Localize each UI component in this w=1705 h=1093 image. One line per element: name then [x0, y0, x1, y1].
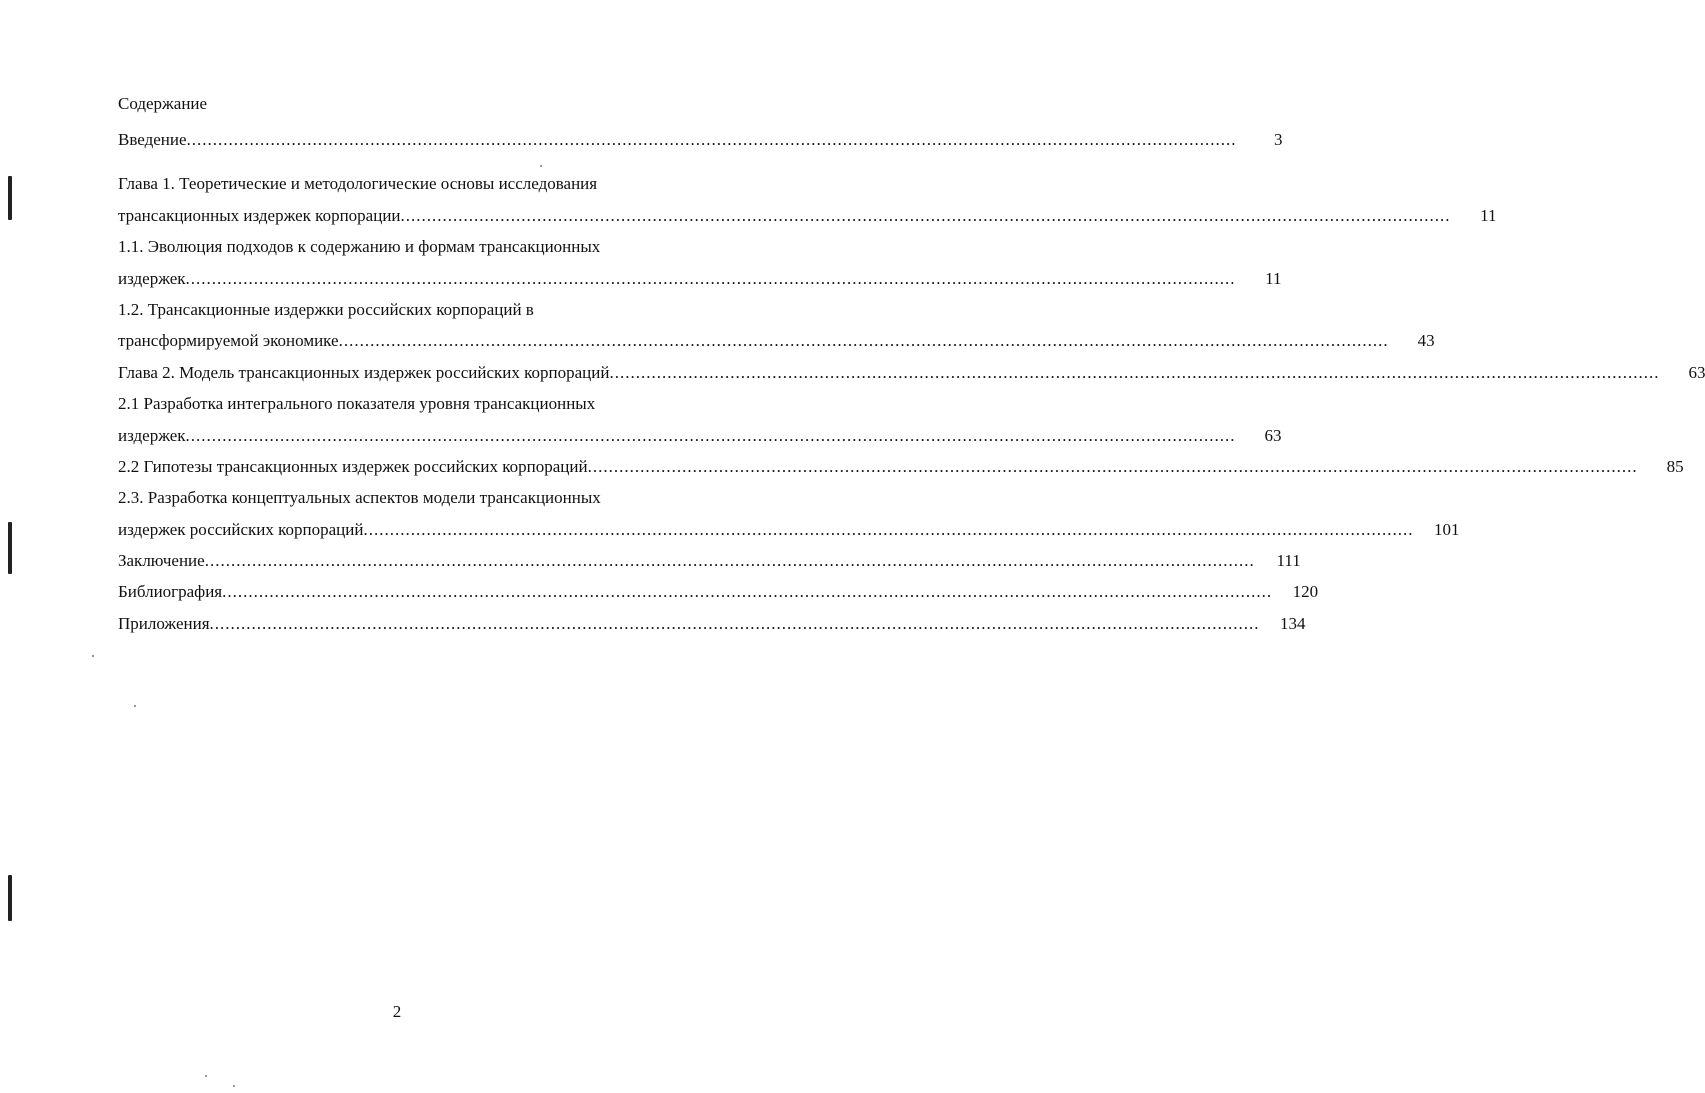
table-of-contents	[118, 124, 1705, 639]
toc-line	[118, 545, 1301, 576]
toc-entry[interactable]	[118, 388, 1282, 451]
toc-line	[118, 608, 1306, 639]
toc-line	[118, 325, 1435, 356]
toc-line	[118, 294, 750, 325]
toc-dot-leader: ........................................................................................................................................................................................................	[363, 519, 1414, 539]
toc-line	[118, 124, 1283, 155]
toc-entry[interactable]	[118, 168, 1497, 231]
toc-line	[118, 514, 1460, 545]
toc-entry-text: 2.1 Разработка интегрального показателя уровня трансакционных	[118, 394, 596, 414]
toc-page-number: 11	[1265, 268, 1282, 288]
toc-line	[118, 388, 750, 419]
toc-entry-text: трансформируемой экономике	[118, 331, 339, 351]
toc-page-number: 11	[1480, 205, 1497, 225]
toc-entry-text: Введение	[118, 130, 187, 149]
toc-dot-leader: ........................................................................................................................................................................................................	[609, 362, 1660, 382]
toc-entry-text: 1.1. Эволюция подходов к содержанию и формам трансакционных	[118, 237, 601, 257]
toc-entry[interactable]	[118, 608, 1306, 639]
toc-page-number: 85	[1666, 456, 1684, 476]
toc-dot-leader: ........................................................................................................................................................................................................	[222, 582, 1273, 602]
toc-line	[118, 482, 750, 513]
toc-dot-leader: ........................................................................................................................................................................................................	[587, 456, 1638, 476]
toc-title: Содержание	[118, 94, 208, 113]
toc-line	[118, 357, 1705, 388]
scan-speck	[92, 655, 94, 657]
toc-entry[interactable]	[118, 294, 1435, 357]
scan-speck	[205, 1075, 207, 1077]
toc-page-number: 43	[1417, 331, 1435, 351]
toc-entry-text: Библиография	[118, 582, 223, 602]
scan-binding-mark-middle	[8, 522, 12, 574]
toc-page-number: 120	[1292, 582, 1319, 602]
toc-entry[interactable]	[118, 545, 1301, 576]
page-number: 2	[392, 1002, 402, 1021]
scan-binding-mark-bottom	[8, 875, 12, 921]
toc-entry[interactable]	[118, 231, 1282, 294]
toc-dot-leader: ........................................................................................................................................................................................................	[185, 268, 1236, 288]
toc-entry-text: издержек	[118, 268, 186, 288]
toc-dot-leader: ........................................................................................................................................................................................................	[400, 205, 1451, 225]
toc-entry-text: 2.2 Гипотезы трансакционных издержек российских корпораций	[118, 456, 588, 476]
toc-line	[118, 168, 750, 199]
scan-speck	[233, 1085, 235, 1087]
toc-entry-text: Заключение	[118, 551, 205, 571]
toc-dot-leader: ........................................................................................................................................................................................................	[186, 130, 1237, 149]
toc-page-number: 63	[1688, 362, 1705, 382]
toc-entry-text: 1.2. Трансакционные издержки российских корпораций в	[118, 299, 534, 319]
toc-entry-text: трансакционных издержек корпорации	[118, 205, 401, 225]
toc-line	[118, 576, 1319, 607]
toc-page-number: 101	[1433, 519, 1460, 539]
toc-entry-text: 2.3. Разработка концептуальных аспектов модели трансакционных	[118, 488, 601, 508]
toc-line	[118, 263, 1282, 294]
toc-page-number: 3	[1274, 130, 1283, 149]
toc-dot-leader: ........................................................................................................................................................................................................	[338, 331, 1389, 351]
toc-entry[interactable]	[118, 124, 1283, 155]
scan-speck	[134, 705, 136, 707]
toc-gap	[118, 155, 750, 168]
toc-page-number: 63	[1264, 425, 1282, 445]
toc-line	[118, 231, 750, 262]
toc-dot-leader: ........................................................................................................................................................................................................	[204, 551, 1255, 571]
toc-entry[interactable]	[118, 451, 1684, 482]
toc-entry-text: Глава 1. Теоретические и методологические основы исследования	[118, 174, 598, 194]
toc-entry[interactable]	[118, 576, 1319, 607]
toc-entry[interactable]	[118, 482, 1460, 545]
toc-dot-leader: ........................................................................................................................................................................................................	[209, 613, 1260, 633]
toc-entry-text: издержек российских корпораций	[118, 519, 364, 539]
scan-binding-mark-top	[8, 176, 12, 220]
toc-page-number: 134	[1280, 613, 1306, 633]
toc-entry-text: Приложения	[118, 613, 210, 633]
toc-entry-text: издержек	[118, 425, 186, 445]
toc-entry[interactable]	[118, 357, 1705, 388]
toc-line	[118, 420, 1282, 451]
toc-page-number: 111	[1276, 551, 1301, 571]
toc-dot-leader: ........................................................................................................................................................................................................	[185, 425, 1236, 445]
toc-line	[118, 451, 1684, 482]
toc-line	[118, 200, 1497, 231]
toc-entry-text: Глава 2. Модель трансакционных издержек российских корпораций	[118, 362, 610, 382]
